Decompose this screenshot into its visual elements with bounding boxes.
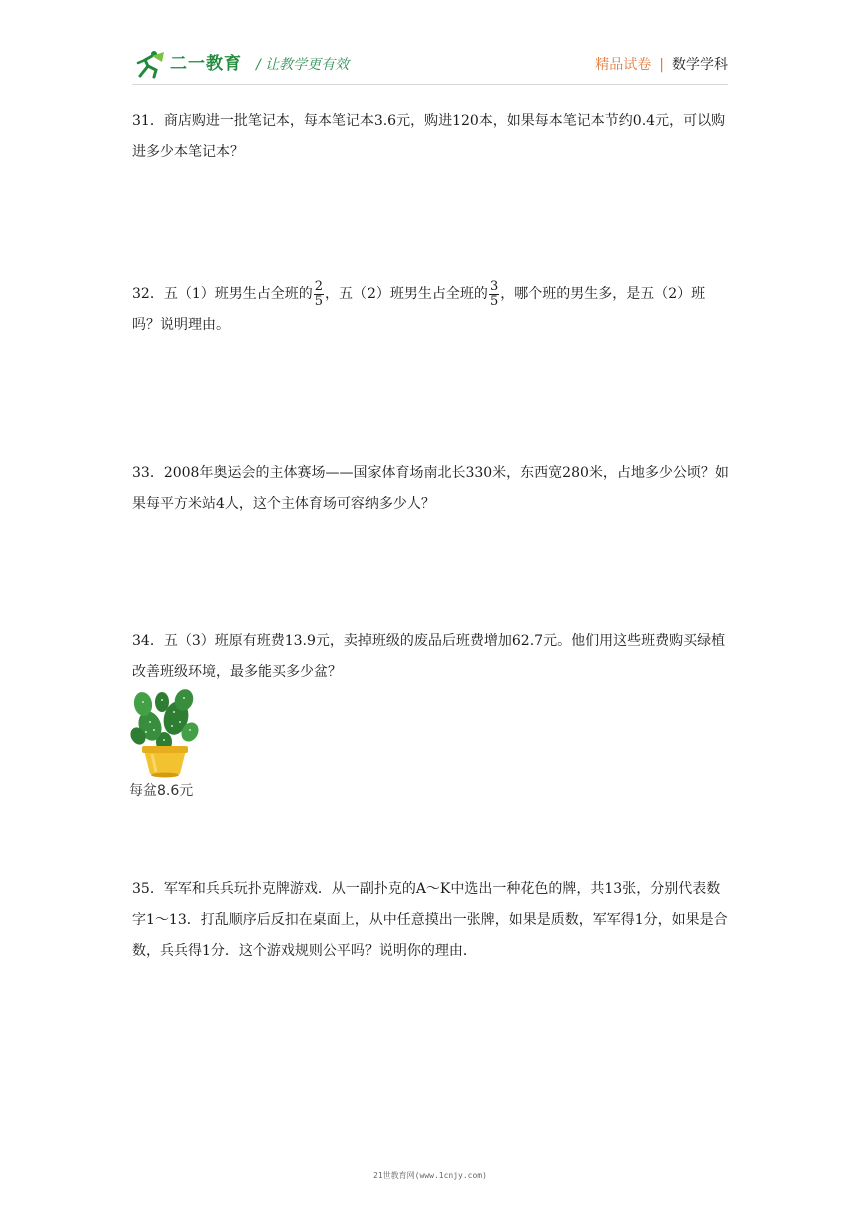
question-34: 34．五（3）班原有班费13.9元，卖掉班级的废品后班费增加62.7元。他们用这些班费购买绿植改善班级环境，最多能买多少盆？	[132, 633, 726, 680]
header-tag-subject: 数学学科	[672, 57, 728, 73]
fraction-denominator: 5	[314, 293, 324, 309]
header-slogan: / 让教学更有效	[256, 57, 350, 73]
question-32	[132, 279, 732, 341]
header-divider	[132, 84, 728, 85]
question-32-part2: ，五（2）班男生占全班的	[325, 286, 488, 302]
fraction-2-5	[314, 280, 324, 309]
price-label: 每盆8.6元	[129, 783, 194, 799]
fraction-numerator: 2	[314, 278, 324, 294]
header-tag-quality: 精品试卷	[595, 57, 652, 73]
fraction-numerator: 3	[489, 278, 499, 294]
question-31: 31．商店购进一批笔记本，每本笔记本3.6元，购进120本，如果每本笔记本节约0.4元，可以购进多少本笔记本？	[132, 113, 726, 160]
logo-text: 二一教育	[170, 54, 242, 74]
potted-cactus-icon	[126, 688, 204, 780]
question-35: 35．军军和兵兵玩扑克牌游戏．从一副扑克的A～K中选出一种花色的牌，共13张，分别代表数字1～13．打乱顺序后反扣在桌面上，从中任意摸出一张牌，如果是质数，军军得1分，如果是合数，兵兵得1分．这个游戏规则公平吗？说明你的理由．	[132, 881, 728, 959]
question-32-part3: ，哪个班的男生多，是五（2）班吗？说明理由。	[132, 286, 706, 333]
header-tags	[595, 54, 728, 74]
header-separator: |	[659, 57, 664, 73]
question-33: 33．2008年奥运会的主体赛场——国家体育场南北长330米，东西宽280米，占地多少公顷？如果每平方米站4人，这个主体育场可容纳多少人？	[132, 465, 729, 512]
page-header	[132, 46, 728, 86]
question-32-part1: 32．五（1）班男生占全班的	[132, 286, 313, 302]
page-footer: 21世教育网(www.1cnjy.com)	[373, 1171, 487, 1180]
fraction-3-5	[489, 280, 499, 309]
fraction-denominator: 5	[489, 293, 499, 309]
